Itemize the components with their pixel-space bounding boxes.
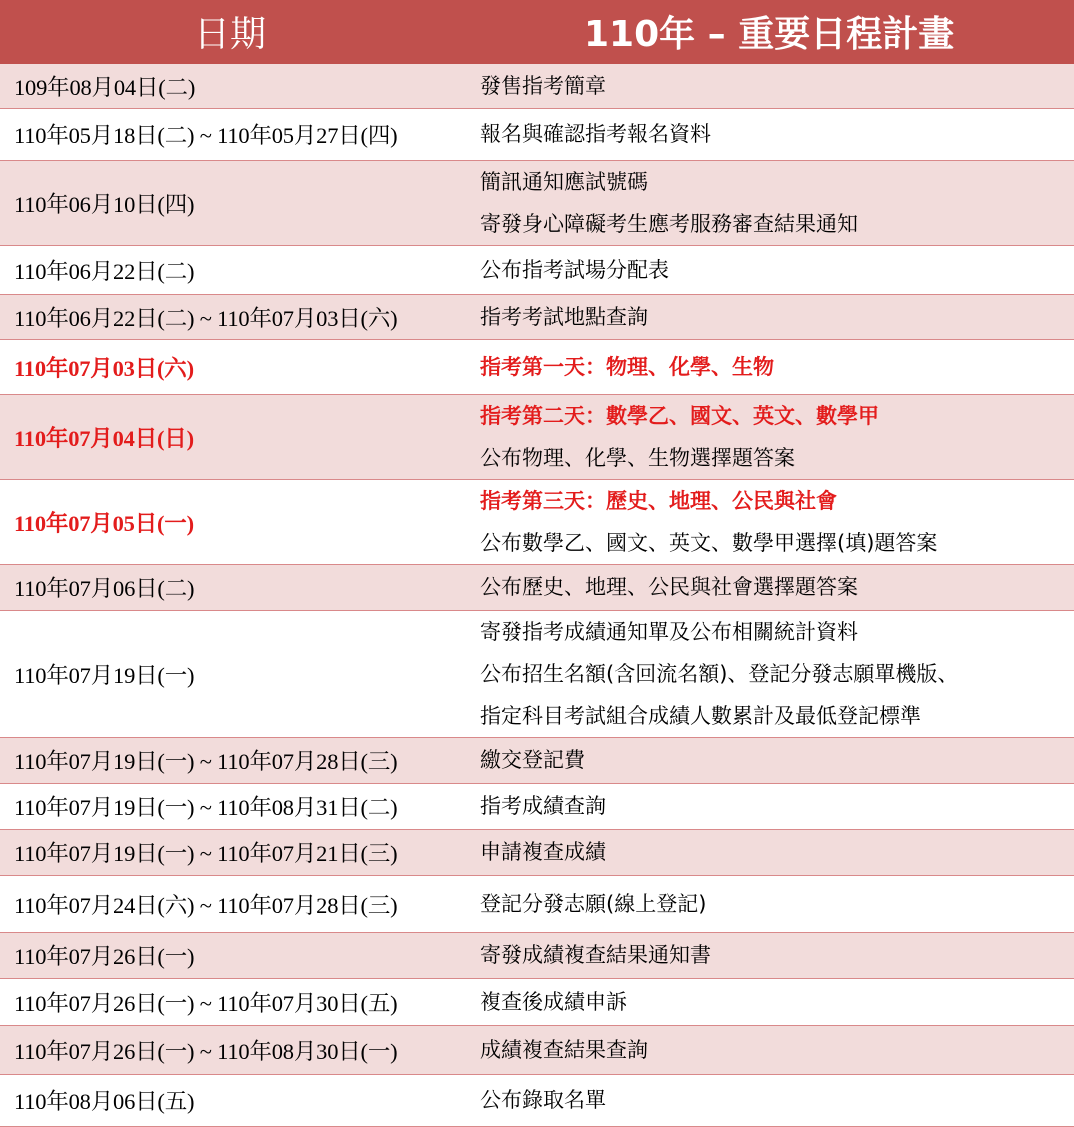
row-date: 110年07月19日(一) ~ 110年07月21日(三) (0, 829, 466, 875)
row-events (466, 394, 1074, 479)
event-line: 登記分發志願(線上登記) (480, 891, 707, 916)
row-date: 110年05月18日(二) ~ 110年05月27日(四) (0, 108, 466, 160)
table-row (0, 564, 1074, 610)
header-row (0, 0, 1074, 63)
event-line: 指定科目考試組合成績人數累計及最低登記標準 (480, 703, 921, 728)
event-line: 成績複查結果查詢 (480, 1037, 648, 1062)
row-date: 110年07月06日(二) (0, 564, 466, 610)
row-events (466, 108, 1074, 160)
table-row (0, 1074, 1074, 1126)
event-line: 指考考試地點查詢 (480, 304, 648, 329)
row-date: 110年07月05日(一) (0, 479, 466, 564)
table-row (0, 737, 1074, 783)
table-row (0, 245, 1074, 294)
table-row (0, 932, 1074, 978)
event-line: 公布錄取名單 (480, 1088, 606, 1112)
event-line: 公布指考試場分配表 (480, 257, 669, 282)
event-line: 寄發指考成績通知單及公布相關統計資料 (480, 619, 858, 644)
event-line: 報名與確認指考報名資料 (480, 122, 711, 146)
row-events (466, 294, 1074, 339)
event-line: 指考第三天：歷史、地理、公民與社會 (480, 488, 837, 513)
event-line: 指考第一天：物理、化學、生物 (480, 354, 774, 379)
row-events (466, 875, 1074, 932)
table-row (0, 160, 1074, 245)
event-line: 公布歷史、地理、公民與社會選擇題答案 (480, 575, 858, 599)
row-date: 109年08月04日(二) (0, 63, 466, 108)
event-line: 繳交登記費 (480, 748, 585, 772)
table-row (0, 1025, 1074, 1074)
row-date: 110年07月26日(一) ~ 110年07月30日(五) (0, 978, 466, 1025)
row-events (466, 1074, 1074, 1126)
table-row-exam-day-1 (0, 339, 1074, 394)
row-date: 110年07月03日(六) (0, 339, 466, 394)
table-row-exam-day-3 (0, 479, 1074, 564)
event-line: 寄發身心障礙考生應考服務審查結果通知 (480, 211, 858, 236)
event-line: 指考第二天：數學乙、國文、英文、數學甲 (480, 403, 879, 428)
row-events (466, 1025, 1074, 1074)
event-line: 公布物理、化學、生物選擇題答案 (480, 445, 795, 470)
event-line: 寄發成績複查結果通知書 (480, 943, 711, 967)
event-line: 公布招生名額(含回流名額)、登記分發志願單機版、 (480, 661, 959, 686)
row-date: 110年07月26日(一) (0, 932, 466, 978)
row-date: 110年07月26日(一) ~ 110年08月30日(一) (0, 1025, 466, 1074)
date-column-header: 日期 (0, 0, 466, 63)
row-date: 110年07月04日(日) (0, 394, 466, 479)
row-events (466, 932, 1074, 978)
event-line: 簡訊通知應試號碼 (480, 169, 648, 194)
row-date: 110年07月19日(一) ~ 110年08月31日(二) (0, 783, 466, 829)
table-row-exam-day-2 (0, 394, 1074, 479)
row-events (466, 737, 1074, 783)
table-row (0, 108, 1074, 160)
row-events (466, 63, 1074, 108)
row-events (466, 829, 1074, 875)
table-row (0, 829, 1074, 875)
table-row (0, 875, 1074, 932)
row-events (466, 783, 1074, 829)
row-events (466, 610, 1074, 737)
row-events (466, 339, 1074, 394)
row-date: 110年06月10日(四) (0, 160, 466, 245)
row-date: 110年07月19日(一) (0, 610, 466, 737)
event-column-header: 110年 – 重要日程計畫 (466, 0, 1074, 63)
event-line: 公布數學乙、國文、英文、數學甲選擇(填)題答案 (480, 530, 938, 555)
row-events (466, 978, 1074, 1025)
row-date: 110年08月06日(五) (0, 1074, 466, 1126)
table-row (0, 610, 1074, 737)
row-date: 110年06月22日(二) ~ 110年07月03日(六) (0, 294, 466, 339)
event-line: 申請複查成績 (480, 840, 606, 864)
row-date: 110年07月19日(一) ~ 110年07月28日(三) (0, 737, 466, 783)
row-date: 110年07月24日(六) ~ 110年07月28日(三) (0, 875, 466, 932)
row-events (466, 479, 1074, 564)
table-row (0, 294, 1074, 339)
table-row (0, 978, 1074, 1025)
event-line: 複查後成績申訴 (480, 989, 627, 1014)
row-date: 110年06月22日(二) (0, 245, 466, 294)
table-row (0, 783, 1074, 829)
table-row (0, 63, 1074, 108)
event-line: 發售指考簡章 (480, 73, 606, 98)
row-events (466, 564, 1074, 610)
row-events (466, 245, 1074, 294)
row-events (466, 160, 1074, 245)
event-line: 指考成績查詢 (480, 794, 606, 818)
